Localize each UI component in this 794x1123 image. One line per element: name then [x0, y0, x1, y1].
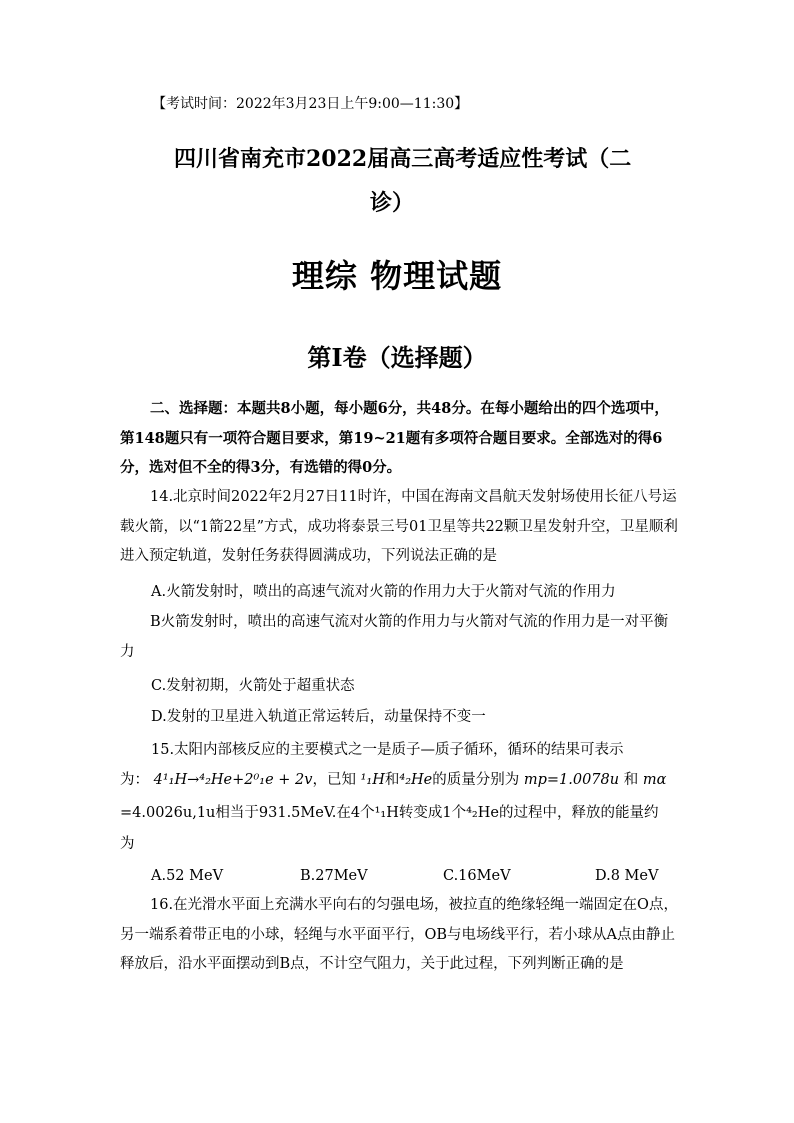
nuclear-reaction-equation: 4¹₁H→⁴₂He+2⁰₁e + 2v — [153, 772, 313, 788]
question-15-and: 和 — [384, 772, 400, 788]
question-15-line1: 15.太阳内部核反应的主要模式之一是质子—质子循环，循环的结果可表示 — [151, 742, 624, 758]
exam-title-continued: 诊） — [370, 190, 415, 216]
proton-mass: mp=1.0078u — [523, 772, 620, 788]
question-15-given: ，已知 — [312, 772, 356, 788]
question-15-choice-b: B.27MeV — [300, 868, 368, 884]
question-15-mass-text: 的质量分别为 — [432, 772, 520, 788]
question-14-option-d: D.发射的卫星进入轨道正常运转后，动量保持不变一 — [151, 709, 486, 725]
question-15-choice-d: D.8 MeV — [595, 868, 659, 884]
question-15-line3: =4.0026u,1u相当于931.5MeV.在4个¹₁H转变成1个⁴₂He的过程中，释放的能量约 — [120, 805, 659, 821]
question-15-prefix: 为： — [120, 772, 149, 788]
exam-title: 四川省南充市2022届高三高考适应性考试（二 — [174, 146, 632, 172]
section-instructions: 二、选择题：本题共8小题，每小题6分，共48分。在每小题给出的四个选项中，第148题只有一项符合题目要求，第19~21题有多项符合题目要求。全部选对的得6分，选对但不全的得3分，有选错的得0分。 — [120, 400, 669, 476]
question-15-and-2: 和 — [623, 772, 639, 788]
question-16-stem: 16.在光滑水平面上充满水平向右的匀强电场，被拉直的绝缘轻绳一端固定在O点，另一端系着带正电的小球，轻绳与水平面平行，OB与电场线平行，若小球从A点由静止释放后，沿水平面摆动到B点，不计空气阻力，关于此过程，下列判断正确的是 — [120, 897, 678, 972]
exam-time: 【考试时间：2022年3月23日上午9:00—11:30】 — [152, 96, 469, 112]
section-title: 第Ⅰ卷（选择题） — [307, 343, 487, 372]
alpha-mass-symbol: mα — [642, 772, 667, 788]
question-14-option-b: B火箭发射时，喷出的高速气流对火箭的作用力与火箭对气流的作用力是一对平衡力 — [120, 614, 669, 660]
question-15-line4: 为 — [120, 836, 135, 852]
question-15-choice-a: A.52 MeV — [151, 868, 224, 884]
subject-title: 理综 物理试题 — [291, 257, 503, 295]
question-14-option-a: A.火箭发射时，喷出的高速气流对火箭的作用力大于火箭对气流的作用力 — [151, 584, 616, 600]
question-15-line2 — [120, 766, 680, 796]
hydrogen-symbol: ¹₁H — [360, 772, 385, 788]
question-14-option-c: C.发射初期，火箭处于超重状态 — [151, 678, 355, 694]
question-15-choice-c: C.16MeV — [443, 868, 511, 884]
helium-symbol: ⁴₂He — [399, 772, 433, 788]
question-14-stem: 14.北京时间2022年2月27日11时许，中国在海南文昌航天发射场使用长征八号运载火箭，以“1箭22星”方式，成功将泰景三号01卫星等共22颗卫星发射升空，卫星顺利进入预定轨道，发射任务获得圆满成功，下列说法正确的是 — [120, 489, 678, 564]
